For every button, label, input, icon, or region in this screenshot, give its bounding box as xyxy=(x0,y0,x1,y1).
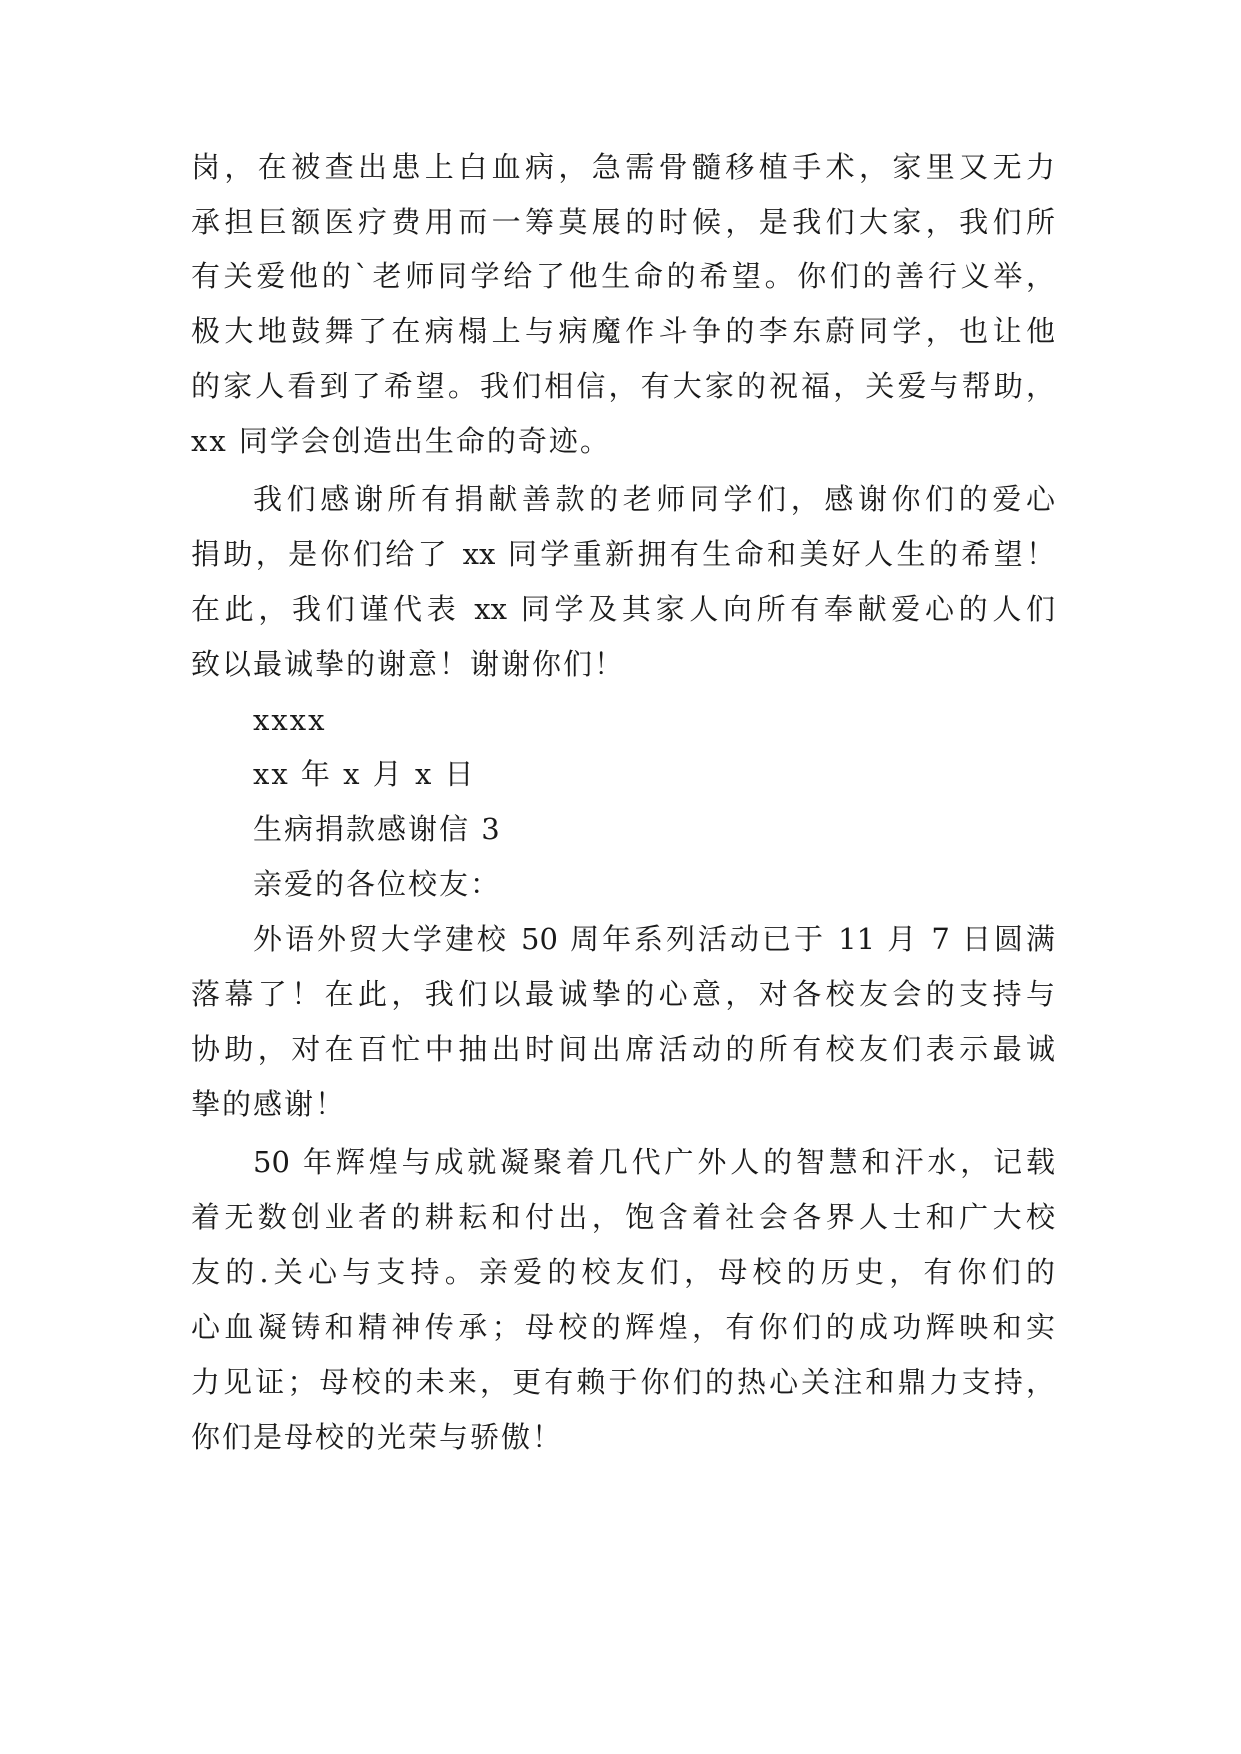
paragraph-1-line-2: 承担巨额医疗费用而一筹莫展的时候，是我们大家，我们所 xyxy=(191,205,1055,239)
paragraph-2-line-3: 在此，我们谨代表 xx 同学及其家人向所有奉献爱心的人们 xyxy=(191,592,1055,626)
paragraph-2-line-2: 捐助，是你们给了 xx 同学重新拥有生命和美好人生的希望！ xyxy=(191,537,1055,571)
paragraph-2-line-4: 致以最诚挚的谢意！谢谢你们！ xyxy=(191,647,626,681)
section-title: 生病捐款感谢信 3 xyxy=(253,812,502,846)
paragraph-3-line-4: 挚的感谢！ xyxy=(191,1087,347,1121)
paragraph-4-line-4: 心血凝铸和精神传承；母校的辉煌，有你们的成功辉映和实 xyxy=(191,1310,1055,1344)
paragraph-2-line-1: 我们感谢所有捐献善款的老师同学们，感谢你们的爱心 xyxy=(253,482,1055,516)
paragraph-3-line-1: 外语外贸大学建校 50 周年系列活动已于 11 月 7 日圆满 xyxy=(253,922,1055,956)
paragraph-3-line-2: 落幕了！在此，我们以最诚挚的心意，对各校友会的支持与 xyxy=(191,977,1055,1011)
paragraph-4-line-2: 着无数创业者的耕耘和付出，饱含着社会各界人士和广大校 xyxy=(191,1200,1055,1234)
paragraph-1-line-4: 极大地鼓舞了在病榻上与病魔作斗争的李东蔚同学，也让他 xyxy=(191,314,1055,348)
signature: xxxx xyxy=(253,703,327,737)
paragraph-4-line-1: 50 年辉煌与成就凝聚着几代广外人的智慧和汗水，记载 xyxy=(253,1145,1055,1179)
paragraph-4-line-3: 友的.关心与支持。亲爱的校友们，母校的历史，有你们的 xyxy=(191,1255,1055,1289)
paragraph-1-line-1: 岗，在被查出患上白血病，急需骨髓移植手术，家里又无力 xyxy=(191,150,1055,184)
salutation: 亲爱的各位校友： xyxy=(253,867,502,901)
date: xx 年 x 月 x 日 xyxy=(253,757,476,791)
paragraph-1-line-6: xx 同学会创造出生命的奇迹。 xyxy=(191,424,611,458)
paragraph-1-line-5: 的家人看到了希望。我们相信，有大家的祝福，关爱与帮助， xyxy=(191,369,1055,403)
paragraph-4-line-5: 力见证；母校的未来，更有赖于你们的热心关注和鼎力支持， xyxy=(191,1365,1055,1399)
paragraph-3-line-3: 协助，对在百忙中抽出时间出席活动的所有校友们表示最诚 xyxy=(191,1032,1055,1066)
paragraph-4-line-6: 你们是母校的光荣与骄傲！ xyxy=(191,1420,564,1454)
paragraph-1-line-3: 有关爱他的`老师同学给了他生命的希望。你们的善行义举， xyxy=(191,259,1055,293)
